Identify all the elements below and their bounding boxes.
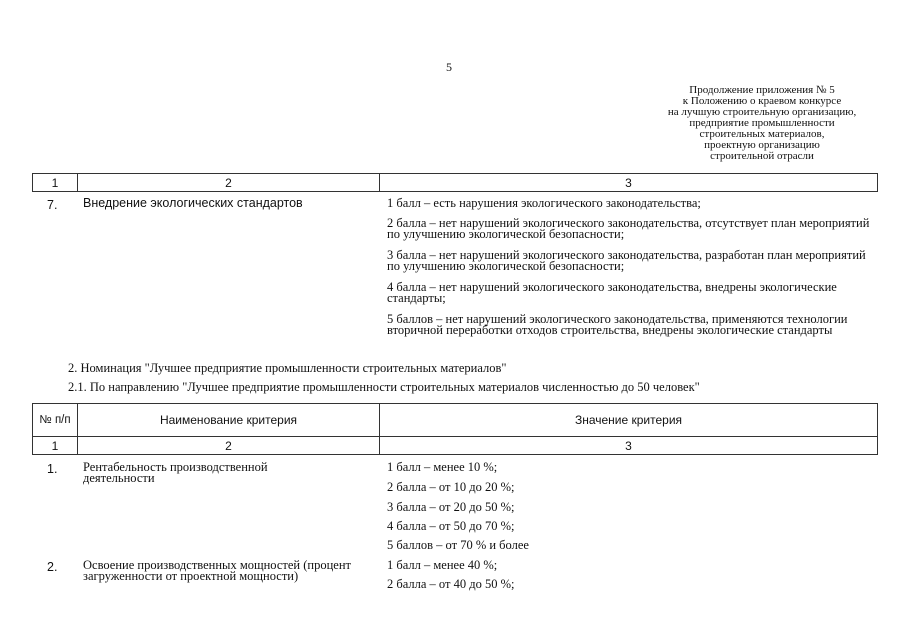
criterion-value: 4 балла – от 50 до 70 %; xyxy=(387,519,515,533)
criterion-value: 1 балл – есть нарушения экологического законодательства; xyxy=(387,196,701,210)
table2-header xyxy=(32,403,878,455)
nomination-heading: 2. Номинация "Лучшее предприятие промышленности строительных материалов" xyxy=(68,361,507,375)
col-number-cell: 1 xyxy=(33,174,78,192)
criterion-value: 3 балла – нет нарушений экологического законодательства, разработан план мероприятий по улучшению экологической безопасности; xyxy=(387,248,866,273)
row-number: 1. xyxy=(47,462,58,476)
col-number-cell: 2 xyxy=(78,437,380,455)
row-number: 7. xyxy=(47,198,58,212)
criterion-value: 2 балла – нет нарушений экологического законодательства, отсутствует план мероприятий по улучшению экологической безопасности; xyxy=(387,216,870,241)
criterion-value: 3 балла – от 20 до 50 %; xyxy=(387,500,515,514)
appendix-line: строительной отрасли xyxy=(710,150,814,162)
col-number-cell: 3 xyxy=(380,174,878,192)
appendix-line: к Положению о краевом конкурсе xyxy=(682,95,842,107)
col-number-cell: 2 xyxy=(78,174,380,192)
appendix-line: проектную организацию xyxy=(704,139,820,151)
header-criterion-value: Значение критерия xyxy=(380,404,878,437)
direction-heading: 2.1. По направлению "Лучшее предприятие промышленности строительных материалов численностью до 50 человек" xyxy=(68,380,700,394)
criterion-name: Рентабельность производственной деятельности xyxy=(83,460,268,485)
criterion-name: Освоение производственных мощностей (процент загруженности от проектной мощности) xyxy=(83,558,351,583)
criterion-value: 5 баллов – от 70 % и более xyxy=(387,538,529,552)
header-number: № п/п xyxy=(33,404,78,437)
criterion-name: Внедрение экологических стандартов xyxy=(83,196,303,210)
criterion-value: 2 балла – от 40 до 50 %; xyxy=(387,577,515,591)
col-number-cell: 1 xyxy=(33,437,78,455)
criterion-value: 1 балл – менее 10 %; xyxy=(387,460,498,474)
criterion-value: 2 балла – от 10 до 20 %; xyxy=(387,480,515,494)
appendix-line: строительных материалов, xyxy=(699,128,825,140)
appendix-line: Продолжение приложения № 5 xyxy=(689,84,835,96)
criterion-value: 1 балл – менее 40 %; xyxy=(387,558,498,572)
table1-column-numbers xyxy=(32,173,878,192)
criterion-value: 4 балла – нет нарушений экологического законодательства, внедрены экологические стандарты; xyxy=(387,280,837,305)
appendix-line: на лучшую строительную организацию, xyxy=(667,106,857,118)
page-number: 5 xyxy=(446,60,452,74)
row-number: 2. xyxy=(47,560,58,574)
appendix-caption xyxy=(628,85,896,162)
header-criterion-name: Наименование критерия xyxy=(78,404,380,437)
appendix-line: предприятие промышленности xyxy=(689,117,835,129)
criterion-value: 5 баллов – нет нарушений экологического законодательства, применяются технологии вторичной переработки отходов строительства, внедрены экологические стандарты xyxy=(387,312,848,337)
col-number-cell: 3 xyxy=(380,437,878,455)
